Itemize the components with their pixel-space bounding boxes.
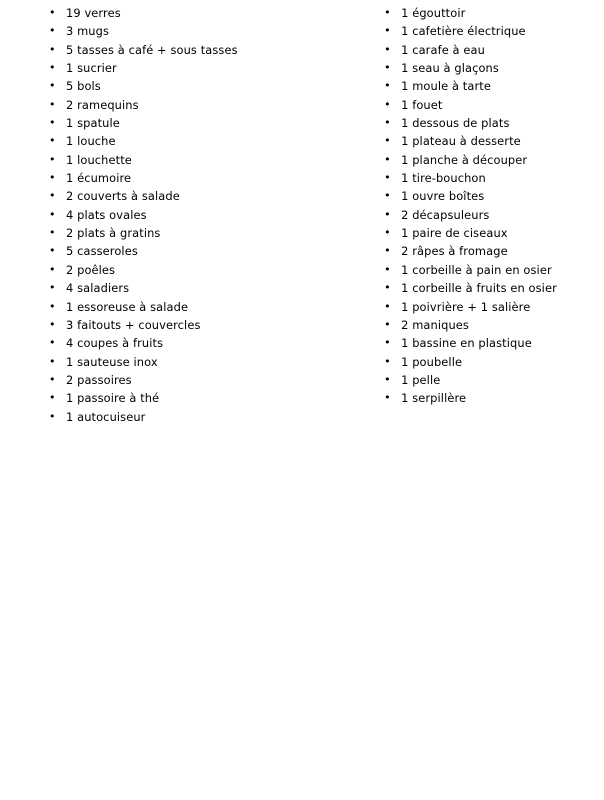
list-item: • 3 faitouts + couvercles — [32, 316, 367, 334]
list-item: • 1 dessous de plats — [367, 114, 586, 132]
list-item: • 1 tire-bouchon — [367, 169, 586, 187]
list-item: • 1 sauteuse inox — [32, 353, 367, 371]
left-column — [18, 4, 367, 426]
list-item: • 1 ouvre boîtes — [367, 187, 586, 205]
list-item: • 3 mugs — [32, 22, 367, 40]
list-item: • 1 spatule — [32, 114, 367, 132]
list-item: • 1 égouttoir — [367, 4, 586, 22]
list-item: • 4 saladiers — [32, 279, 367, 297]
list-item: • 5 tasses à café + sous tasses — [32, 41, 367, 59]
list-item: • 1 cafetière électrique — [367, 22, 586, 40]
list-item: • 1 planche à découper — [367, 151, 586, 169]
list-item: • 2 maniques — [367, 316, 586, 334]
list-item: • 1 passoire à thé — [32, 389, 367, 407]
list-item: • 1 seau à glaçons — [367, 59, 586, 77]
list-item: • 1 sucrier — [32, 59, 367, 77]
list-item: • 1 corbeille à pain en osier — [367, 261, 586, 279]
list-item: • 1 fouet — [367, 96, 586, 114]
list-item: • 19 verres — [32, 4, 367, 22]
list-item: • 1 paire de ciseaux — [367, 224, 586, 242]
inventory-list-left — [32, 4, 367, 426]
list-item: • 1 pelle — [367, 371, 586, 389]
list-item: • 5 casseroles — [32, 242, 367, 260]
two-column-layout — [18, 4, 586, 426]
list-item: • 2 poêles — [32, 261, 367, 279]
list-item: • 1 moule à tarte — [367, 77, 586, 95]
list-item: • 1 serpillère — [367, 389, 586, 407]
list-item: • 1 essoreuse à salade — [32, 298, 367, 316]
list-item: • 1 poivrière + 1 salière — [367, 298, 586, 316]
list-item: • 1 corbeille à fruits en osier — [367, 279, 586, 297]
list-item: • 2 passoires — [32, 371, 367, 389]
list-item: • 5 bols — [32, 77, 367, 95]
list-item: • 1 autocuiseur — [32, 408, 367, 426]
right-column — [367, 4, 586, 408]
list-item: • 1 poubelle — [367, 353, 586, 371]
list-item: • 1 louche — [32, 132, 367, 150]
list-item: • 2 ramequins — [32, 96, 367, 114]
list-item: • 2 couverts à salade — [32, 187, 367, 205]
list-item: • 4 coupes à fruits — [32, 334, 367, 352]
list-item: • 1 carafe à eau — [367, 41, 586, 59]
list-item: • 1 plateau à desserte — [367, 132, 586, 150]
list-item: • 2 décapsuleurs — [367, 206, 586, 224]
list-item: • 2 râpes à fromage — [367, 242, 586, 260]
list-item: • 2 plats à gratins — [32, 224, 367, 242]
inventory-list-right — [367, 4, 586, 408]
list-item: • 1 écumoire — [32, 169, 367, 187]
list-item: • 4 plats ovales — [32, 206, 367, 224]
list-item: • 1 bassine en plastique — [367, 334, 586, 352]
list-item: • 1 louchette — [32, 151, 367, 169]
